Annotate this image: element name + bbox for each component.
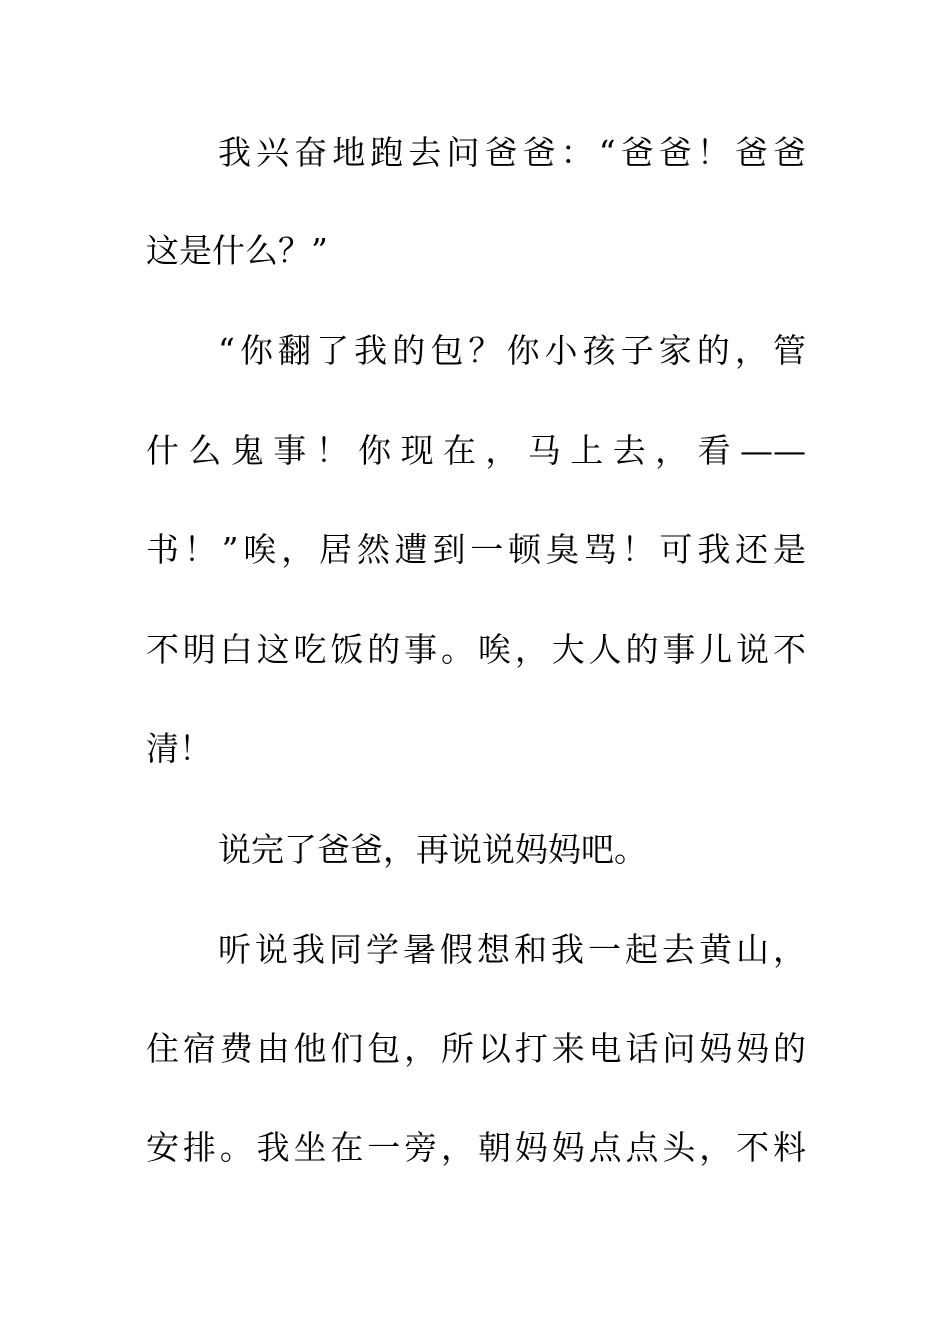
text-line: 不明白这吃饭的事。唉，大人的事儿说不 xyxy=(146,630,806,669)
text-line: 什么鬼事！你现在，马上去，看—— xyxy=(146,431,806,470)
text-line: “你翻了我的包？你小孩子家的，管 xyxy=(218,331,806,370)
text-line: 我兴奋地跑去问爸爸：“爸爸！爸爸 xyxy=(218,133,806,172)
text-line: 说完了爸爸，再说说妈妈吧。 xyxy=(218,830,647,869)
text-line: 清！ xyxy=(146,729,212,768)
text-line: 安排。我坐在一旁，朝妈妈点点头，不料 xyxy=(146,1128,806,1167)
text-line: 听说我同学暑假想和我一起去黄山， xyxy=(218,930,806,969)
text-line: 住宿费由他们包，所以打来电话问妈妈的 xyxy=(146,1029,806,1068)
text-line: 书！”唉，居然遭到一顿臭骂！可我还是 xyxy=(146,530,806,569)
text-line: 这是什么？” xyxy=(146,231,328,270)
